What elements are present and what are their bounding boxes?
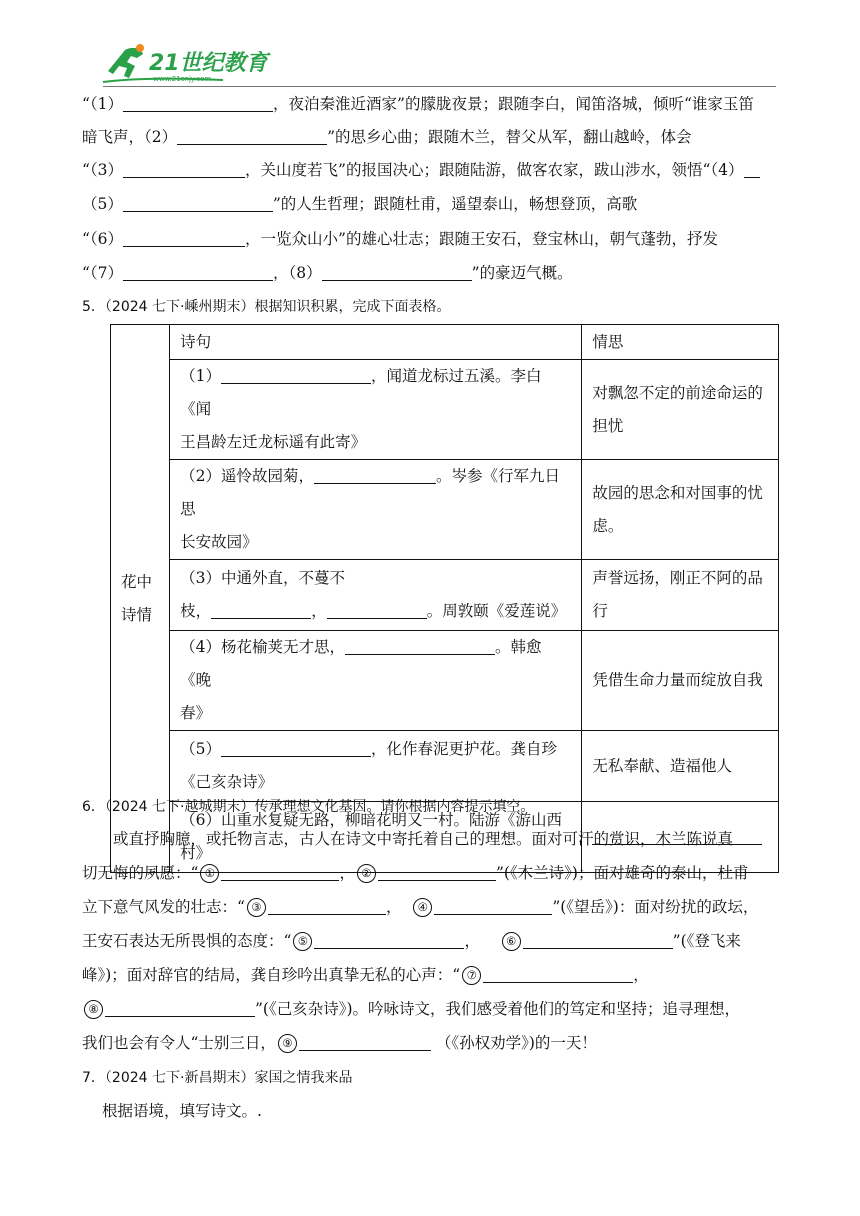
answer-blank[interactable] (434, 898, 552, 915)
q4-text: ，一览众山小”的雄心壮志；跟随王安石，登宝林山，朝气蓬勃，抒发 (245, 230, 718, 248)
question-source: （2024 七下·越城期末） (104, 799, 255, 815)
blank-number-marker: ⑧ (84, 1000, 103, 1019)
header-divider (103, 86, 776, 87)
q4-line-1 (82, 93, 754, 115)
q4-text: ”的豪迈气概。 (471, 264, 573, 282)
q4-text: ，夜泊秦淮近酒家”的朦胧夜景；跟随李白，闻笛洛城，倾听“谁家玉笛 (273, 95, 754, 113)
answer-blank[interactable] (523, 932, 673, 949)
q4-text: 暗飞声，（2） (82, 128, 178, 146)
poem-table (110, 324, 779, 873)
answer-blank[interactable] (345, 638, 495, 655)
poem-text: ， (311, 602, 327, 620)
feeling-cell: 凭借生命力量而绽放自我 (582, 631, 779, 731)
poem-text: 。韩愈《晚 (180, 638, 542, 689)
q6-title (82, 796, 534, 818)
q4-line-4 (82, 193, 637, 215)
question-prompt: 家国之情我来品 (254, 1070, 353, 1086)
poem-cell (170, 360, 582, 460)
blank-number-marker: ⑨ (278, 1034, 297, 1053)
feeling-cell: 无私奉献、造福他人 (582, 731, 779, 802)
q6-text: （《孙权劝学》)的一天！ (435, 1034, 597, 1052)
q4-text: ”的人生哲理；跟随杜甫，遥望泰山，畅想登顶，高歌 (272, 195, 638, 213)
logo-subtext: www.21cnjy.com (153, 75, 212, 83)
q4-text: ，（8） (273, 264, 322, 282)
q6-text: 切无悔的夙愿：“ (82, 864, 199, 882)
answer-blank[interactable] (177, 128, 327, 145)
q6-text: ”(《木兰诗》)；面对雄奇的泰山，杜甫 (495, 864, 749, 882)
poem-text: （1） (180, 367, 222, 385)
poem-text: （3）中通外直，不蔓不 (180, 569, 346, 587)
q6-text: ， (385, 898, 402, 916)
q6-text: ， (464, 932, 480, 950)
q4-text: “（7） (82, 264, 124, 282)
answer-blank[interactable] (322, 264, 472, 281)
poem-cell (170, 560, 582, 631)
q4-line-2 (82, 126, 692, 148)
poem-cell (170, 460, 582, 560)
category-cell (111, 325, 170, 873)
blank-number-marker: ⑦ (462, 966, 481, 985)
site-logo (103, 42, 273, 86)
q6-line-3 (82, 896, 758, 918)
q4-line-3 (82, 159, 760, 181)
poem-cell (170, 631, 582, 731)
q4-text: “（6） (82, 230, 124, 248)
blank-number-marker: ④ (413, 898, 432, 917)
q4-text: ”的思乡心曲；跟随木兰，替父从军，翻山越岭，体会 (327, 128, 692, 146)
q6-line-7 (82, 1032, 597, 1054)
q4-text: “（1） (82, 95, 124, 113)
logo-text: 21世纪教育 (149, 51, 268, 76)
answer-blank[interactable] (744, 161, 760, 178)
poem-text: （4）杨花榆荚无才思， (180, 638, 346, 656)
question-source: （2024 七下·嵊州期末） (104, 299, 255, 315)
question-number: 6． (82, 799, 105, 815)
answer-blank[interactable] (123, 161, 245, 178)
q6-line-6 (82, 998, 740, 1020)
poem-text: （2）遥怜故园菊， (180, 467, 315, 485)
answer-blank[interactable] (123, 95, 273, 112)
poem-text: 村》 (180, 844, 212, 862)
question-prompt: 传承理想文化基因。请你根据内容提示填空。 (254, 799, 535, 815)
q6-text: ”(《登飞来 (672, 932, 741, 950)
answer-blank[interactable] (378, 864, 496, 881)
poem-text: （5） (180, 740, 222, 758)
blank-number-marker: ⑤ (293, 932, 312, 951)
table-row (111, 731, 779, 802)
poem-text: 王昌龄左迁龙标遥有此寄》 (180, 433, 367, 451)
answer-blank[interactable] (105, 1000, 255, 1017)
poem-text: 枝， (180, 602, 212, 620)
answer-blank[interactable] (299, 1034, 431, 1051)
answer-blank[interactable] (123, 195, 273, 212)
q6-text: ”(《望岳》)：面对纷扰的政坛， (552, 898, 759, 916)
q4-line-6 (82, 262, 573, 284)
answer-blank[interactable] (314, 932, 464, 949)
answer-blank[interactable] (221, 740, 371, 757)
question-source: （2024 七下·新昌期末） (104, 1070, 255, 1086)
table-row (111, 460, 779, 560)
answer-blank[interactable] (483, 966, 633, 983)
runner-logo-icon (108, 48, 143, 78)
blank-number-marker: ① (200, 864, 219, 883)
poem-text: （6）山重水复疑无路，柳暗花明又一村。陆游《游山西 (180, 811, 563, 829)
feeling-cell: 对飘忽不定的前途命运的担忧 (582, 360, 779, 460)
q7-title (82, 1067, 352, 1089)
poem-text: 。周敦颐《爱莲说》 (426, 602, 567, 620)
q4-text: “（3） (82, 161, 124, 179)
table-row (111, 560, 779, 631)
header-poem: 诗句 (170, 325, 582, 360)
table-row (111, 360, 779, 460)
question-number: 5． (82, 299, 105, 315)
q5-title (82, 296, 450, 318)
q6-text: ， (633, 966, 649, 984)
q6-line-1: 或直抒胸臆，或托物言志，古人在诗文中寄托着自己的理想。面对可汗的赏识，木兰陈说真 (113, 830, 734, 848)
q6-text: 峰》)；面对辞官的结局，龚自珍吟出真挚无私的心声：“ (82, 966, 461, 984)
blank-number-marker: ⑥ (502, 932, 521, 951)
q6-line-5 (82, 964, 649, 986)
poem-text: ，闻道龙标过五溪。李白《闻 (180, 367, 542, 418)
poem-text: ，化作春泥更护花。龚自珍 (371, 740, 558, 758)
feeling-cell: 声誉远扬，刚正不阿的品行 (582, 560, 779, 631)
q6-text: ”(《己亥杂诗》)。吟咏诗文，我们感受着他们的笃定和坚持；追寻理想， (255, 1000, 741, 1018)
q7-subprompt: 根据语境，填写诗文。. (102, 1102, 262, 1120)
table-header-row (111, 325, 779, 360)
answer-blank[interactable] (123, 230, 245, 247)
poem-text: 《己亥杂诗》 (180, 773, 274, 791)
q6-text: 立下意气风发的壮志：“ (82, 898, 245, 916)
q6-line-2 (82, 862, 748, 884)
blank-number-marker: ② (357, 864, 376, 883)
poem-text: 春》 (180, 704, 212, 722)
q6-text: 我们也会有令人“士别三日， (82, 1034, 276, 1052)
q4-text: ，关山度若飞”的报国决心；跟随陆游，做客农家，跋山涉水，领悟“（4） (245, 161, 744, 179)
table-row (111, 631, 779, 731)
answer-blank[interactable] (327, 602, 427, 619)
poem-text: 长安故园》 (180, 533, 258, 551)
poem-text: 。岑参《行军九日思 (180, 467, 561, 518)
q6-line-4 (82, 930, 741, 952)
question-prompt: 根据知识积累，完成下面表格。 (254, 299, 451, 315)
q4-line-5 (82, 228, 718, 250)
answer-blank[interactable] (211, 602, 311, 619)
header-feeling: 情思 (582, 325, 779, 360)
poem-cell (170, 731, 582, 802)
answer-blank[interactable] (268, 898, 386, 915)
answer-blank[interactable] (123, 264, 273, 281)
q6-text: 王安石表达无所畏惧的态度：“ (82, 932, 292, 950)
q6-text: ， (339, 864, 355, 882)
question-number: 7． (82, 1070, 105, 1086)
category-label: 花中诗情 (121, 572, 153, 624)
q4-text: （5） (82, 195, 123, 213)
answer-blank[interactable] (314, 467, 436, 484)
answer-blank[interactable] (221, 367, 371, 384)
answer-blank[interactable] (221, 864, 339, 881)
feeling-cell: 故园的思念和对国事的忧虑。 (582, 460, 779, 560)
blank-number-marker: ③ (247, 898, 266, 917)
